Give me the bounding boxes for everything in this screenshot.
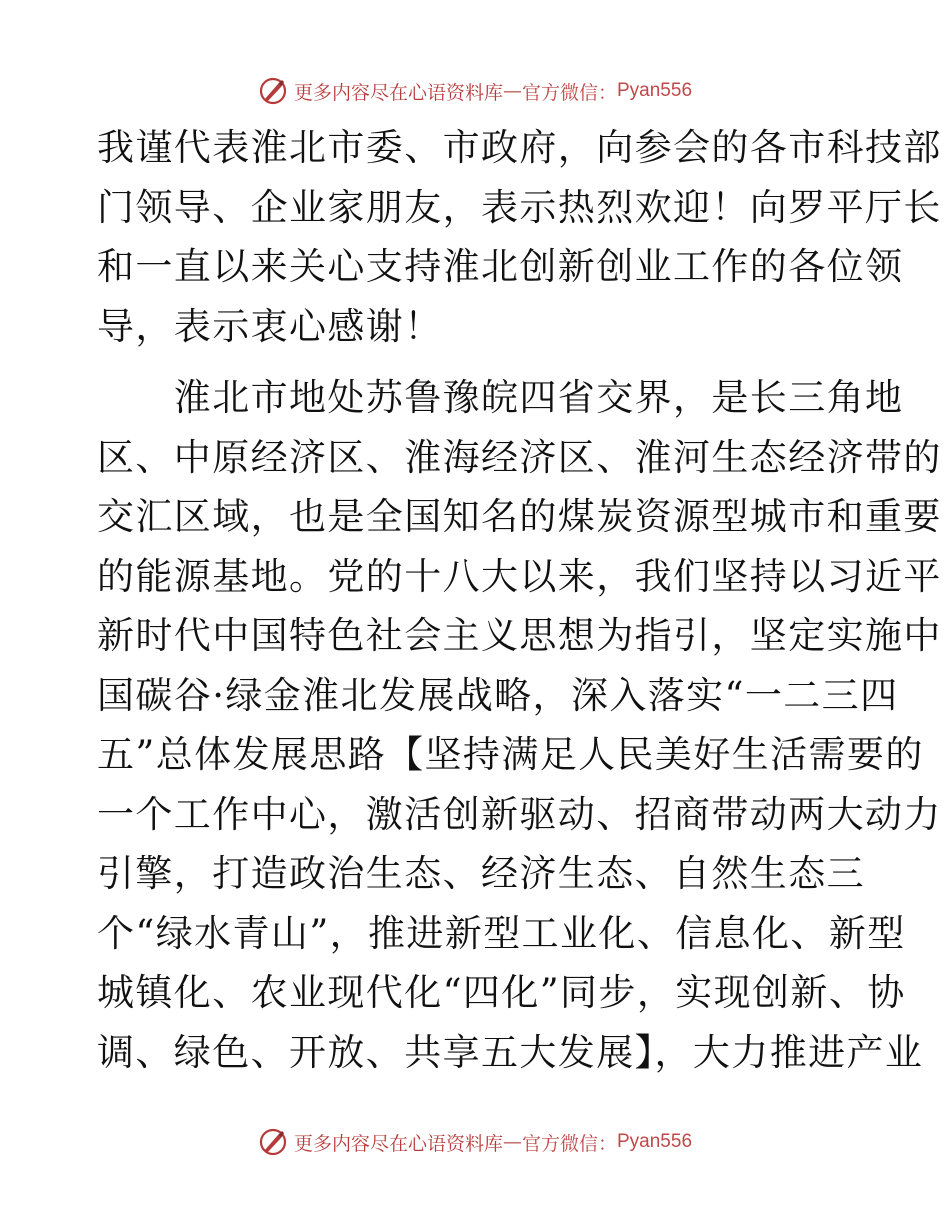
text-line: 交汇区域，也是全国知名的煤炭资源型城市和重要 bbox=[97, 495, 942, 538]
watermark-wechat-id: Pyan556 bbox=[617, 80, 693, 101]
watermark-brand-text: 更多内容尽在心语资料库 bbox=[293, 81, 503, 104]
watermark-wechat-label: 官方微信： bbox=[521, 81, 617, 104]
text-line: 一个工作中心，激活创新驱动、招商带动两大动力 bbox=[97, 792, 942, 836]
text-line: 国碳谷·绿金淮北发展战略，深入落实“一二三四 bbox=[97, 673, 899, 717]
text-line: 的能源基地。党的十八大以来，我们坚持以习近平 bbox=[97, 554, 942, 598]
watermark-wechat-id: Pyan556 bbox=[617, 1131, 693, 1152]
text-line: 城镇化、农业现代化“四化”同步，实现创新、协 bbox=[97, 971, 906, 1014]
document-body bbox=[97, 118, 942, 1082]
watermark-wechat-label: 官方微信： bbox=[521, 1132, 617, 1155]
text-line: 五”总体发展思路【坚持满足人民美好生活需要的 bbox=[97, 733, 924, 776]
text-line: 新时代中国特色社会主义思想为指引，坚定实施中 bbox=[97, 614, 942, 657]
watermark-brand-text: 更多内容尽在心语资料库 bbox=[293, 1132, 503, 1155]
paragraph-2 bbox=[97, 368, 942, 1082]
watermark-separator: — bbox=[502, 80, 522, 102]
footer-watermark bbox=[0, 1127, 950, 1157]
text-line: 区、中原经济区、淮海经济区、淮河生态经济带的 bbox=[97, 435, 942, 479]
pen-logo-icon bbox=[258, 76, 288, 106]
text-line: 淮北市地处苏鲁豫皖四省交界，是长三角地 bbox=[97, 376, 904, 419]
text-line: 引擎，打造政治生态、经济生态、自然生态三 bbox=[97, 852, 865, 895]
text-line: 调、绿色、开放、共享五大发展】，大力推进产业 bbox=[97, 1030, 924, 1074]
text-line: 导，表示衷心感谢！ bbox=[97, 304, 443, 348]
text-line: 和一直以来关心支持淮北创新创业工作的各位领 bbox=[97, 245, 904, 288]
pen-logo-icon bbox=[258, 1127, 288, 1157]
watermark-separator: — bbox=[502, 1131, 522, 1153]
header-watermark bbox=[0, 76, 950, 106]
text-line: 我谨代表淮北市委、市政府，向参会的各市科技部 bbox=[97, 126, 942, 169]
text-line: 门领导、企业家朋友，表示热烈欢迎！向罗平厅长 bbox=[97, 185, 942, 229]
text-line: 个“绿水青山”，推进新型工业化、信息化、新型 bbox=[97, 911, 906, 955]
paragraph-1 bbox=[97, 118, 942, 356]
paragraph-gap bbox=[97, 356, 857, 368]
